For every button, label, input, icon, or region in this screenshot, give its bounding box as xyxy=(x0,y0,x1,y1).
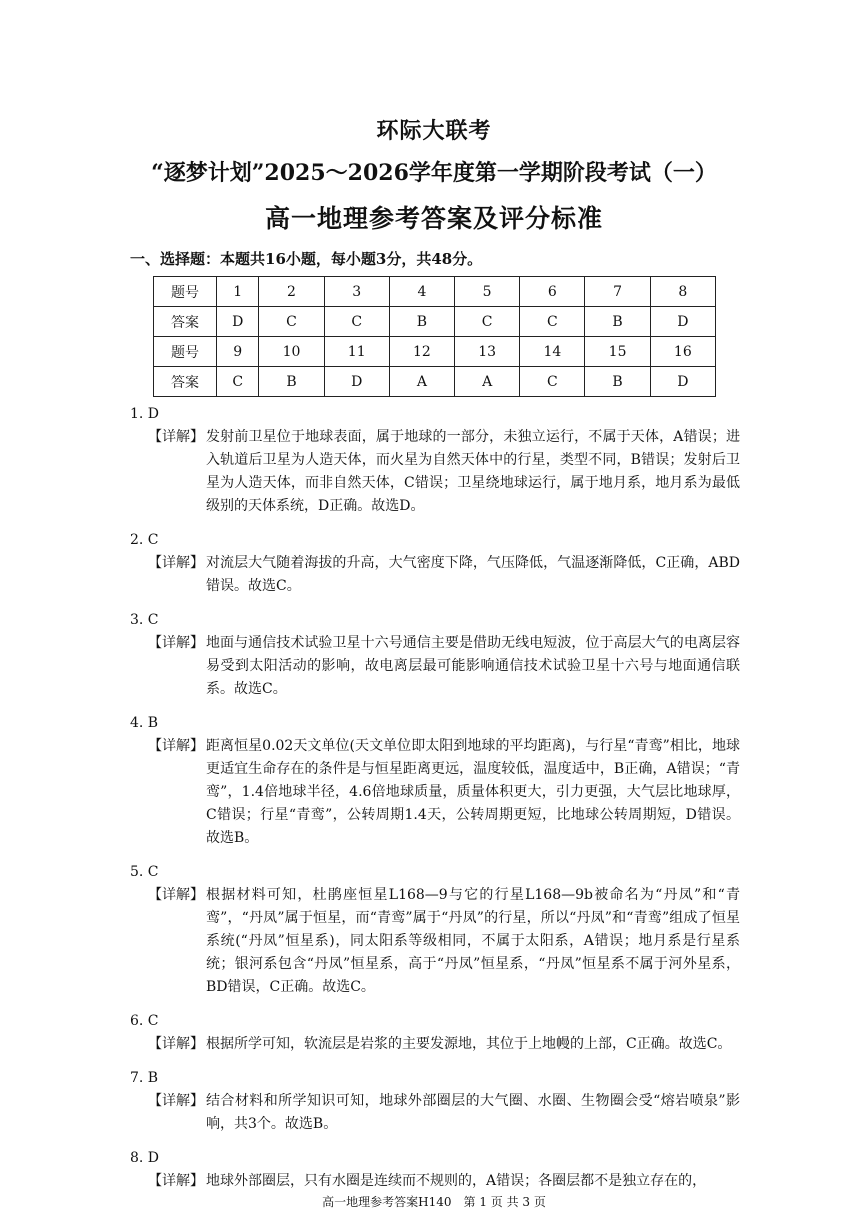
question-number: 10 xyxy=(259,337,324,367)
answer-cell: C xyxy=(520,307,585,337)
answer-cell: B xyxy=(389,307,454,337)
section-heading: 一、选择题：本题共16小题，每小题3分，共48分。 xyxy=(130,250,483,268)
answer-cell: D xyxy=(217,307,259,337)
list-item xyxy=(130,711,740,850)
list-item xyxy=(130,402,740,518)
answer-cell: B xyxy=(259,367,324,397)
row-label: 答案 xyxy=(154,367,217,397)
question-number: 3 xyxy=(324,277,389,307)
question-answer: 5. C xyxy=(130,864,159,880)
question-answer: 6. C xyxy=(130,1013,159,1029)
detail-tag: 【详解】 xyxy=(148,738,204,754)
question-answer: 2. C xyxy=(130,532,159,548)
detail-tag: 【详解】 xyxy=(148,1093,204,1109)
question-answer: 7. B xyxy=(130,1070,159,1086)
question-number: 15 xyxy=(585,337,650,367)
answer-cell: C xyxy=(520,367,585,397)
page-title: 高一地理参考答案及评分标准 xyxy=(264,204,603,233)
answer-cell: C xyxy=(217,367,259,397)
explanation-text: 发射前卫星位于地球表面，属于地球的一部分，未独立运行，不属于天体，A错误；进入轨道后卫星为人造天体，而火星为自然天体中的行星，类型不同，B错误；发射后卫星为人造天体，而非自然天体，C错误；卫星绕地球运行，属于地月系，地月系为最低级别的天体系统，D正确。故选D。 xyxy=(206,429,740,514)
detail-tag: 【详解】 xyxy=(148,1036,204,1052)
row-label: 题号 xyxy=(154,337,217,367)
question-number: 2 xyxy=(259,277,324,307)
explanation-text: 地面与通信技术试验卫星十六号通信主要是借助无线电短波，位于高层大气的电离层容易受到太阳活动的影响，故电离层最可能影响通信技术试验卫星十六号与地面通信联系。故选C。 xyxy=(206,635,740,697)
list-item xyxy=(130,1009,740,1056)
answer-cell: A xyxy=(455,367,520,397)
detail-tag: 【详解】 xyxy=(148,635,204,651)
question-number: 7 xyxy=(585,277,650,307)
explanation-text: 地球外部圈层，只有水圈是连续而不规则的，A错误；各圈层都不是独立存在的， xyxy=(206,1173,707,1189)
question-number: 5 xyxy=(455,277,520,307)
table-row xyxy=(154,367,716,397)
answer-cell: D xyxy=(650,307,715,337)
page-footer: 高一地理参考答案H140 第 1 页 共 3 页 xyxy=(322,1195,546,1209)
question-number: 1 xyxy=(217,277,259,307)
answer-cell: C xyxy=(259,307,324,337)
detail-tag: 【详解】 xyxy=(148,555,204,571)
row-label: 答案 xyxy=(154,307,217,337)
list-item xyxy=(130,1066,740,1136)
row-label: 题号 xyxy=(154,277,217,307)
table-row xyxy=(154,277,716,307)
detail-tag: 【详解】 xyxy=(148,1173,204,1189)
question-number: 9 xyxy=(217,337,259,367)
explanation-text: 根据材料可知，杜鹃座恒星L168—9与它的行星L168—9b被命名为“丹凤”和“青鸾”，“丹凤”属于恒星，而“青鸾”属于“丹凤”的行星，所以“丹凤”和“青鸾”组成了恒星系统(“丹凤”恒星系)，同太阳系等级相同，不属于太阳系，A错误；地月系是行星系统；银河系包含“丹凤”恒星系，高于“丹凤”恒星系，“丹凤”恒星系不属于河外星系，BD错误，C正确。故选C。 xyxy=(206,887,740,995)
list-item xyxy=(130,528,740,598)
detail-tag: 【详解】 xyxy=(148,887,204,903)
list-item xyxy=(130,1146,740,1193)
exam-title: “逐梦计划”2025～2026学年度第一学期阶段考试（一） xyxy=(151,160,717,186)
question-number: 4 xyxy=(389,277,454,307)
table-row xyxy=(154,337,716,367)
question-answer: 4. B xyxy=(130,715,159,731)
question-answer: 1. D xyxy=(130,406,160,422)
question-number: 6 xyxy=(520,277,585,307)
detail-tag: 【详解】 xyxy=(148,429,204,445)
question-answer: 3. C xyxy=(130,612,159,628)
answer-cell: C xyxy=(455,307,520,337)
exam-union-title: 环际大联考 xyxy=(376,118,492,144)
explanation-text: 距离恒星0.02天文单位(天文单位即太阳到地球的平均距离)，与行星“青鸾”相比，地球更适宜生命存在的条件是与恒星距离更远，温度较低，温度适中，B正确，A错误；“青鸾”，1.4倍地球半径，4.6倍地球质量，质量体积更大，引力更强，大气层比地球厚，C错误；行星“青鸾”，公转周期1.4天，公转周期更短，比地球公转周期短，D错误。故选B。 xyxy=(206,738,740,846)
question-answer: 8. D xyxy=(130,1150,160,1166)
answer-cell: D xyxy=(650,367,715,397)
question-number: 13 xyxy=(455,337,520,367)
answer-explanations xyxy=(130,398,740,1193)
answer-cell: B xyxy=(585,367,650,397)
question-number: 11 xyxy=(324,337,389,367)
explanation-text: 对流层大气随着海拔的升高，大气密度下降，气压降低，气温逐渐降低，C正确，ABD错误。故选C。 xyxy=(206,555,740,594)
explanation-text: 根据所学可知，软流层是岩浆的主要发源地，其位于上地幔的上部，C正确。故选C。 xyxy=(206,1036,732,1052)
answer-cell: D xyxy=(324,367,389,397)
answer-cell: B xyxy=(585,307,650,337)
list-item xyxy=(130,608,740,701)
answer-cell: A xyxy=(389,367,454,397)
question-number: 8 xyxy=(650,277,715,307)
question-number: 16 xyxy=(650,337,715,367)
answer-table xyxy=(153,276,716,397)
question-number: 14 xyxy=(520,337,585,367)
explanation-text: 结合材料和所学知识可知，地球外部圈层的大气圈、水圈、生物圈会受“熔岩喷泉”影响，共3个。故选B。 xyxy=(206,1093,740,1132)
question-number: 12 xyxy=(389,337,454,367)
answer-cell: C xyxy=(324,307,389,337)
table-row xyxy=(154,307,716,337)
list-item xyxy=(130,860,740,999)
